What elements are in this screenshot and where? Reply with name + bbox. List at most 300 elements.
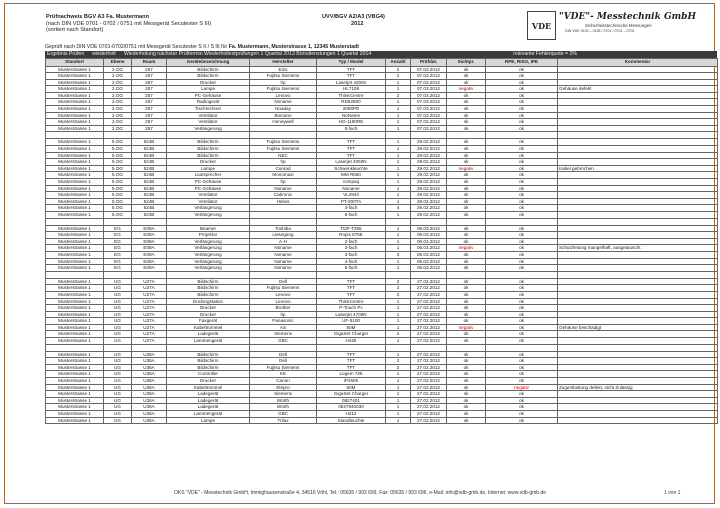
table-cell: Musterstrasse 1 [46, 106, 104, 113]
table-cell: ok [447, 73, 486, 80]
table-cell: U27A [132, 298, 167, 305]
table-cell: 257 [132, 99, 167, 106]
table-cell: 524B [132, 139, 167, 146]
table-cell: Tischrechner [167, 106, 250, 113]
table-cell: Fujitsu Siemens [250, 86, 317, 93]
spacer-cell [167, 271, 250, 278]
table-cell: ok [486, 139, 558, 146]
table-cell [558, 185, 718, 192]
table-cell: 2 [386, 291, 411, 298]
table-cell: 2 [386, 358, 411, 365]
table-cell: U36A [132, 391, 167, 398]
table-row [46, 146, 718, 153]
inspection-line [45, 44, 717, 51]
table-cell [558, 152, 718, 159]
table-cell: 524B [132, 192, 167, 199]
table-cell: ok [486, 371, 558, 378]
table-cell: ok [447, 99, 486, 106]
table-cell: 07.03.2012 [411, 86, 447, 93]
table-cell: Noname [250, 185, 317, 192]
table-cell: 2.OG [104, 119, 132, 126]
table-cell: Musterstrasse 1 [46, 86, 104, 93]
table-cell: 27.02.2012 [411, 397, 447, 404]
table-cell: A-H [250, 238, 317, 245]
table-cell: ok [447, 311, 486, 318]
table-row [46, 119, 718, 126]
table-cell: Musterstrasse 1 [46, 152, 104, 159]
table-cell: Musterstrasse 1 [46, 285, 104, 292]
table-row [46, 265, 718, 272]
table-cell: 524B [132, 172, 167, 179]
logo-company-name: "VDE"- Messtechnik GmbH [559, 12, 696, 22]
table-cell: ok [447, 371, 486, 378]
table-cell: hp [250, 311, 317, 318]
table-cell: U27A [132, 331, 167, 338]
table-cell: Noname [250, 258, 317, 265]
table-cell: UG [104, 371, 132, 378]
table-cell: iP4500 [317, 378, 386, 385]
table-cell: ok [447, 205, 486, 212]
table-cell: ok [447, 417, 486, 424]
table-cell: 06.03.2012 [411, 238, 447, 245]
table-cell: Musterstrasse 1 [46, 66, 104, 73]
table-cell [558, 291, 718, 298]
table-cell: ok [486, 338, 558, 345]
table-cell: TFT [317, 73, 386, 80]
table-row [46, 285, 718, 292]
table-cell: Bildschirm [167, 278, 250, 285]
table-cell: Bildschirm [167, 139, 250, 146]
logo-standards: DIN VDE 0100 – 0105 / 0701 / 0701 – 0702 [565, 29, 635, 33]
table-cell: 07.03.2012 [411, 92, 447, 99]
table-cell: ok [486, 318, 558, 325]
table-cell: 06.03.2012 [411, 265, 447, 272]
table-cell: ok [447, 146, 486, 153]
table-cell: 06.03.2012 [411, 232, 447, 239]
table-cell: ok [447, 384, 486, 391]
table-cell: ok [486, 66, 558, 73]
table-cell: 1 [386, 225, 411, 232]
table-row [46, 86, 718, 93]
table-cell: ok [486, 278, 558, 285]
table-cell: 524B [132, 152, 167, 159]
table-cell: Musterstrasse 1 [46, 172, 104, 179]
table-row [46, 205, 718, 212]
table-cell [558, 358, 718, 365]
table-cell: 1 [386, 391, 411, 398]
table-cell: UG [104, 378, 132, 385]
table-row [46, 172, 718, 179]
table-cell: UG [104, 384, 132, 391]
table-cell [558, 106, 718, 113]
table-cell: ThinkCentre [317, 298, 386, 305]
table-cell: Siemens [250, 331, 317, 338]
table-cell: 27.02.2012 [411, 358, 447, 365]
table-cell: 2-fach [317, 238, 386, 245]
table-cell: Ventilator [167, 119, 250, 126]
spacer-cell [46, 344, 104, 351]
table-cell: TFT [317, 364, 386, 371]
inspection-bar-right: relevante Fehlerquote = 2% [513, 51, 577, 57]
table-cell: ok [486, 311, 558, 318]
spacer-cell [486, 218, 558, 225]
table-cell: Musterstrasse 1 [46, 119, 104, 126]
table-cell: ok [447, 378, 486, 385]
table-cell: TFT [317, 146, 386, 153]
table-cell: Canon [250, 378, 317, 385]
table-cell: Radiogerät [167, 99, 250, 106]
table-cell: 1 [386, 159, 411, 166]
table-cell: UG [104, 404, 132, 411]
table-cell: U27A [132, 318, 167, 325]
table-cell: Musterstrasse 1 [46, 411, 104, 418]
table-cell: 1 [386, 298, 411, 305]
group-spacer [46, 218, 718, 225]
table-cell: HL7108 [317, 86, 386, 93]
table-cell: Trilux [250, 417, 317, 424]
table-cell: Lautsprecher [167, 172, 250, 179]
table-cell: U27A [132, 311, 167, 318]
table-cell: Musterstrasse 1 [46, 198, 104, 205]
table-cell [558, 311, 718, 318]
spacer-cell [104, 218, 132, 225]
table-cell: ok [486, 291, 558, 298]
table-cell: 524B [132, 179, 167, 186]
table-row [46, 238, 718, 245]
spacer-cell [411, 271, 447, 278]
table-cell [558, 92, 718, 99]
table-cell: ok [447, 298, 486, 305]
table-cell: 1 [386, 232, 411, 239]
table-cell [558, 139, 718, 146]
table-row [46, 139, 718, 146]
table-cell: ok [447, 125, 486, 132]
table-cell: 29.02.2012 [411, 152, 447, 159]
table-cell: Verlängerung [167, 211, 250, 218]
table-cell: Dell [250, 278, 317, 285]
table-cell: Dockingstation [167, 298, 250, 305]
table-cell: E09A [132, 245, 167, 252]
table-cell: 1 [386, 338, 411, 345]
table-row [46, 411, 718, 418]
table-cell: 5.OG [104, 152, 132, 159]
table-cell: TFT [317, 351, 386, 358]
table-cell [558, 205, 718, 212]
table-cell: U36A [132, 378, 167, 385]
table-cell: Logem 725 [317, 371, 386, 378]
table-cell: 5.OG [104, 179, 132, 186]
table-cell: 27.02.2012 [411, 298, 447, 305]
table-cell: ok [486, 331, 558, 338]
regulation-title: UVV/BGV A2/A3 (VBG4) [322, 14, 385, 20]
table-cell: 1 [386, 371, 411, 378]
table-cell: Liesegang [250, 232, 317, 239]
table-cell: 07.03.2012 [411, 73, 447, 80]
table-cell: Cabronic [250, 192, 317, 199]
table-row [46, 179, 718, 186]
table-cell: 2.OG [104, 112, 132, 119]
table-cell: Ladegerät [167, 404, 250, 411]
table-cell: ok [447, 364, 486, 371]
table-cell: 29.02.2012 [411, 165, 447, 172]
table-row [46, 378, 718, 385]
table-cell: 1 [386, 404, 411, 411]
table-cell: Musterstrasse 1 [46, 139, 104, 146]
table-cell: ok [447, 112, 486, 119]
table-cell: 524B [132, 198, 167, 205]
table-cell: negativ [447, 86, 486, 93]
table-cell: ok [486, 152, 558, 159]
table-cell: Kabeltrommel [167, 384, 250, 391]
table-cell [558, 265, 718, 272]
table-cell: 29.02.2012 [411, 205, 447, 212]
table-row [46, 404, 718, 411]
table-cell: Bildschirm [167, 152, 250, 159]
table-cell: hp [250, 79, 317, 86]
table-cell: ok [447, 285, 486, 292]
table-cell: Musterstrasse 1 [46, 185, 104, 192]
table-cell [558, 112, 718, 119]
table-cell: GigaSet Charger [317, 331, 386, 338]
table-cell: ok [447, 172, 486, 179]
table-cell: 2.OG [104, 73, 132, 80]
table-cell: ok [486, 324, 558, 331]
document-sort-note: (sortiert nach Standort) [46, 27, 104, 34]
table-cell [558, 371, 718, 378]
table-cell: 1 [386, 119, 411, 126]
table-cell: 2.OG [104, 86, 132, 93]
table-cell [558, 411, 718, 418]
table-cell: 27.02.2012 [411, 318, 447, 325]
table-cell: 1 [386, 417, 411, 424]
table-cell: 1 [386, 146, 411, 153]
table-cell: U36A [132, 411, 167, 418]
col-header: Sichtpr. [447, 59, 486, 67]
table-cell: UG [104, 331, 132, 338]
table-cell: ok [447, 265, 486, 272]
table-row [46, 159, 718, 166]
table-cell: ok [486, 351, 558, 358]
group-spacer [46, 132, 718, 139]
table-cell: Drucker [167, 378, 250, 385]
table-cell: 1 [386, 258, 411, 265]
col-header: Kommentar [558, 59, 718, 67]
table-cell: 5.OG [104, 185, 132, 192]
inspection-prefix: Geprüft nach DIN VDE 0701-0702/0751 mit Messgerät Secutester S II / S III für [45, 44, 228, 50]
table-cell: UG [104, 417, 132, 424]
table-cell [558, 119, 718, 126]
table-row [46, 351, 718, 358]
spacer-cell [167, 132, 250, 139]
table-cell: EG [104, 265, 132, 272]
table-cell: EG [104, 258, 132, 265]
table-cell: ok [486, 205, 558, 212]
table-cell: Conrad [250, 165, 317, 172]
spacer-cell [104, 344, 132, 351]
table-cell: 2.OG [104, 99, 132, 106]
table-cell: 2 [386, 66, 411, 73]
table-cell: 07.03.2012 [411, 119, 447, 126]
table-cell: 1 [386, 165, 411, 172]
table-cell: Drucker [167, 305, 250, 312]
inspection-info [45, 44, 717, 58]
table-cell: VL2944 [317, 192, 386, 199]
table-cell: U27A [132, 305, 167, 312]
spacer-cell [447, 344, 486, 351]
table-cell: ok [447, 358, 486, 365]
table-cell: 2 [386, 73, 411, 80]
spacer-cell [386, 344, 411, 351]
table-cell: negativ [447, 245, 486, 252]
table-cell: 50M [317, 384, 386, 391]
table-row [46, 397, 718, 404]
table-cell: ok [486, 106, 558, 113]
table-row [46, 112, 718, 119]
table-cell: 27.02.2012 [411, 311, 447, 318]
table-cell: Honeywell [250, 119, 317, 126]
table-cell: Kabel gebrochen [558, 165, 718, 172]
table-cell: 5-fach [317, 265, 386, 272]
spacer-cell [132, 344, 167, 351]
table-cell: ok [486, 159, 558, 166]
table-cell: HO-1180RE [317, 119, 386, 126]
table-cell: UG [104, 411, 132, 418]
table-cell: GigaSet Charger [317, 391, 386, 398]
table-cell: 1 [386, 311, 411, 318]
table-cell: 27.02.2012 [411, 285, 447, 292]
table-cell [558, 397, 718, 404]
table-row [46, 165, 718, 172]
table-body [46, 66, 718, 424]
table-cell: Schutzleitung mangelhaft, ausgetauscht [558, 245, 718, 252]
table-cell: 2 [386, 92, 411, 99]
table-cell: ok [486, 179, 558, 186]
table-cell: EG [104, 251, 132, 258]
table-cell: ok [447, 351, 486, 358]
table-cell: E09A [132, 265, 167, 272]
table-cell: ok [486, 232, 558, 239]
table-cell: ok [486, 265, 558, 272]
table-cell: Lenovo [250, 92, 317, 99]
table-cell: ok [486, 73, 558, 80]
table-cell: Musterstrasse 1 [46, 232, 104, 239]
table-cell: Musterstrasse 1 [46, 79, 104, 86]
table-cell: U36A [132, 384, 167, 391]
table-cell [558, 258, 718, 265]
table-row [46, 66, 718, 73]
table-cell: 3-fach [317, 251, 386, 258]
table-row [46, 251, 718, 258]
table-cell: UG [104, 351, 132, 358]
table-cell: 27.02.2012 [411, 378, 447, 385]
table-cell: Noname [250, 99, 317, 106]
group-spacer [46, 271, 718, 278]
table-cell: Musterstrasse 1 [46, 404, 104, 411]
table-cell: ok [486, 119, 558, 126]
table-cell: Laserjet 4700N [317, 311, 386, 318]
table-cell: Fujitsu Siemens [250, 73, 317, 80]
spacer-cell [250, 344, 317, 351]
table-cell: Ropix 875E [317, 232, 386, 239]
table-cell: 1 [386, 351, 411, 358]
table-row [46, 79, 718, 86]
table-cell: GBC [250, 338, 317, 345]
col-header: Prüfdat. [411, 59, 447, 67]
table-cell: Helios [250, 198, 317, 205]
table-cell [558, 232, 718, 239]
table-cell: Verlängerung [167, 205, 250, 212]
table-cell: 27.02.2012 [411, 338, 447, 345]
spacer-cell [132, 218, 167, 225]
table-cell: 27.02.2012 [411, 404, 447, 411]
table-cell: UG [104, 364, 132, 371]
table-cell: Lenovo [250, 291, 317, 298]
table-cell [558, 285, 718, 292]
table-cell: 3-fach [317, 205, 386, 212]
table-row [46, 258, 718, 265]
table-cell: GBC [250, 411, 317, 418]
table-cell: P-Touch Pc [317, 305, 386, 312]
table-cell: U27A [132, 324, 167, 331]
table-cell: U36A [132, 417, 167, 424]
table-cell: 524B [132, 185, 167, 192]
table-cell: 1 [386, 245, 411, 252]
table-row [46, 192, 718, 199]
table-cell: 2 [386, 364, 411, 371]
table-cell: 2065PD [317, 106, 386, 113]
table-cell: ok [447, 318, 486, 325]
table-cell [558, 66, 718, 73]
table-cell: 257 [132, 92, 167, 99]
spacer-cell [486, 132, 558, 139]
table-cell: ok [447, 225, 486, 232]
spacer-cell [46, 132, 104, 139]
table-cell [558, 298, 718, 305]
table-cell: Fujitsu Siemens [250, 139, 317, 146]
table-cell: ok [486, 92, 558, 99]
table-cell: Musterstrasse 1 [46, 311, 104, 318]
table-cell: Lammengerät [167, 338, 250, 345]
table-cell: 257 [132, 125, 167, 132]
table-row [46, 225, 718, 232]
table-cell: 1 [386, 378, 411, 385]
col-header: Raum [132, 59, 167, 67]
table-cell: U36A [132, 404, 167, 411]
table-cell: 3-fach [317, 245, 386, 252]
table-cell: 29.02.2012 [411, 139, 447, 146]
table-cell: ok [486, 86, 558, 93]
table-cell: Musterstrasse 1 [46, 192, 104, 199]
table-cell [558, 179, 718, 186]
table-cell [558, 125, 718, 132]
table-cell: ok [447, 79, 486, 86]
table-cell: 07.03.2012 [411, 99, 447, 106]
table-cell: ok [447, 411, 486, 418]
table-cell: 5.OG [104, 139, 132, 146]
table-cell: 257 [132, 66, 167, 73]
table-cell: 0827940030 [317, 404, 386, 411]
table-cell: UG [104, 298, 132, 305]
table-row [46, 278, 718, 285]
table-cell: Musterstrasse 1 [46, 258, 104, 265]
table-cell: EG [104, 245, 132, 252]
table-cell: Musterstrasse 1 [46, 205, 104, 212]
table-cell: Ladegerät [167, 391, 250, 398]
table-cell: TFT [317, 66, 386, 73]
table-cell: 1 [386, 384, 411, 391]
table-cell: TFT [317, 152, 386, 159]
table-cell: Noname [250, 265, 317, 272]
